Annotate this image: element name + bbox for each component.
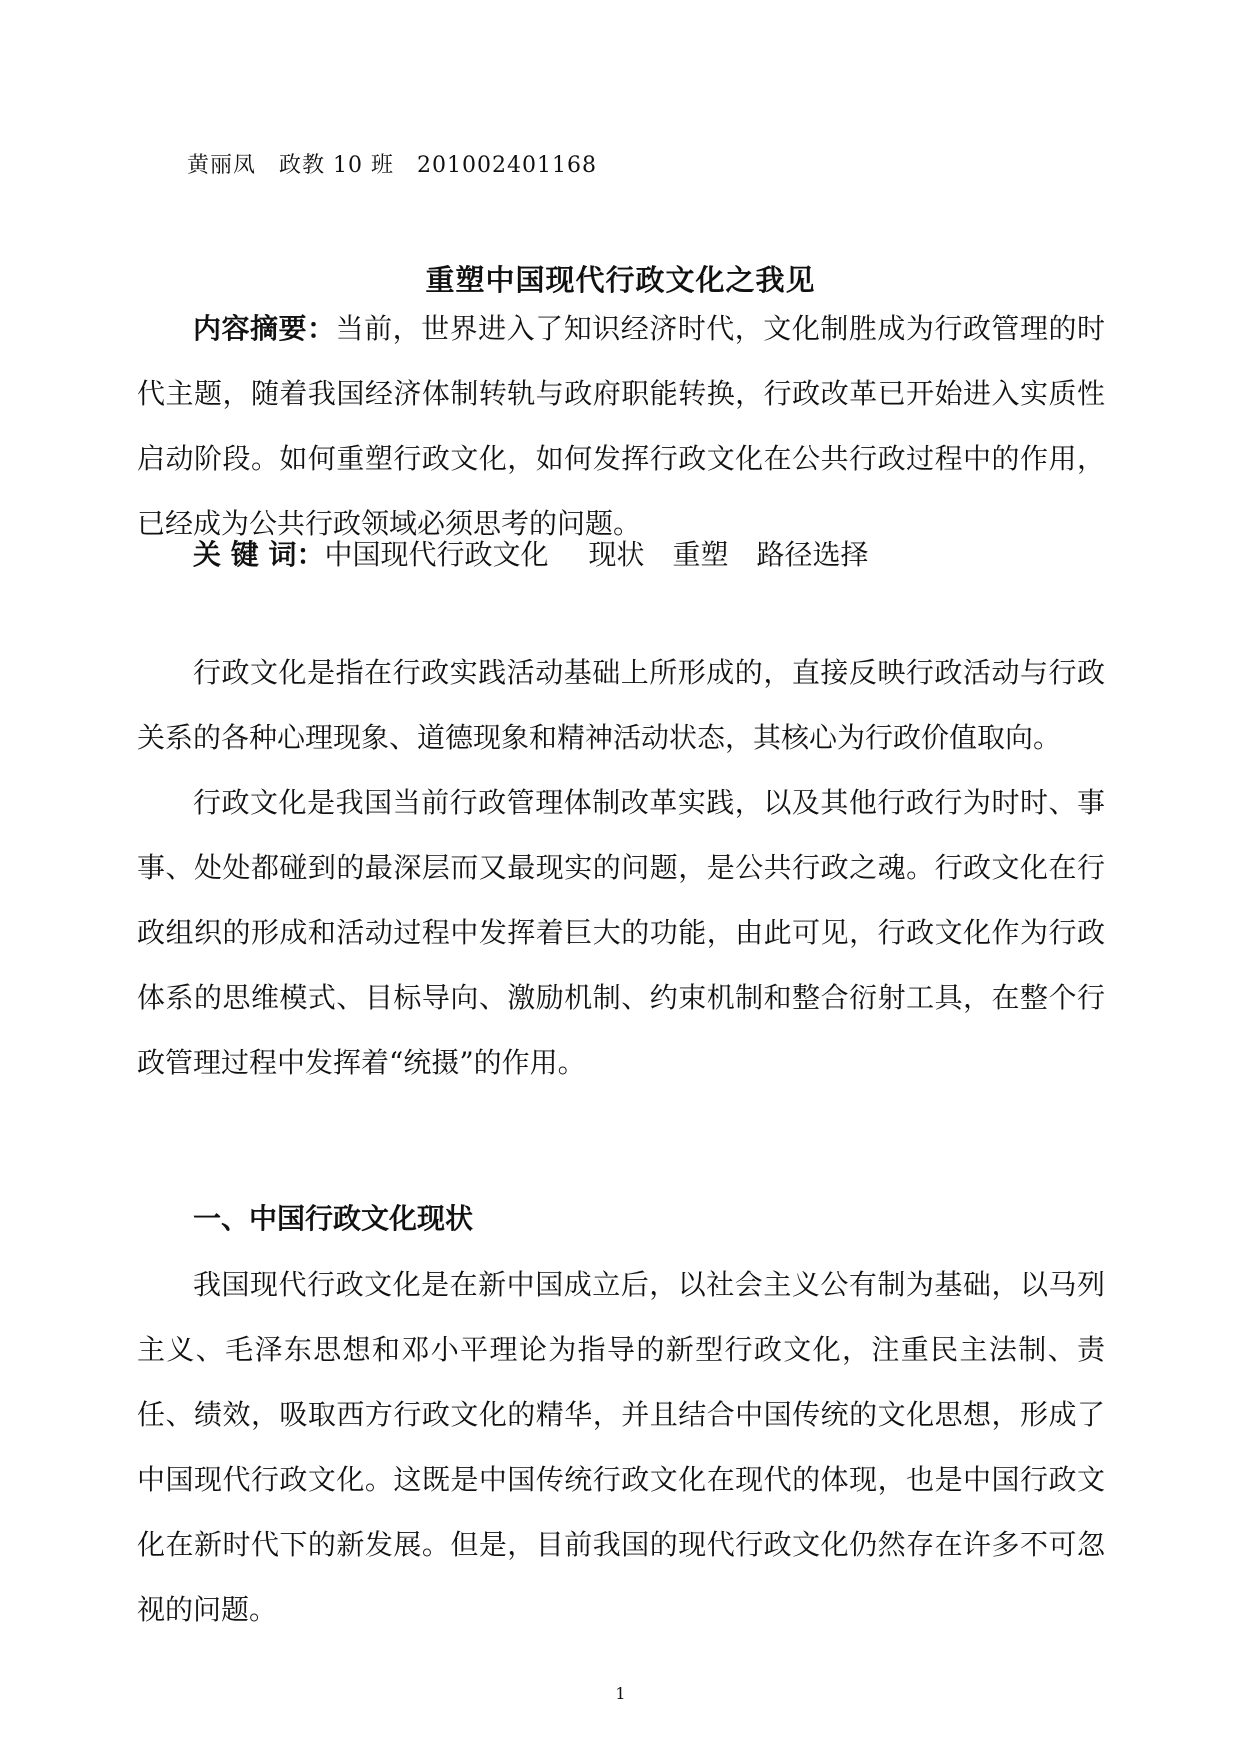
- page-number: 1: [615, 1684, 626, 1703]
- body-paragraph: 行政文化是指在行政实践活动基础上所形成的，直接反映行政活动与行政关系的各种心理现象、道德现象和精神活动状态，其核心为行政价值取向。: [137, 656, 1105, 754]
- section-heading: 一、中国行政文化现状: [193, 1202, 474, 1235]
- abstract-text: 当前，世界进入了知识经济时代，文化制胜成为行政管理的时代主题，随着我国经济体制转轨与政府职能转换，行政改革已开始进入实质性启动阶段。如何重塑行政文化，如何发挥行政文化在公共行政过程中的作用，已经成为公共行政领域必须思考的问题。: [137, 312, 1105, 540]
- page-title: 重塑中国现代行政文化之我见: [425, 263, 816, 297]
- keyword-item: 重塑: [672, 538, 729, 571]
- abstract-paragraph: [137, 296, 1105, 556]
- keywords-line: [137, 522, 1105, 587]
- keyword-item: 路径选择: [756, 538, 869, 571]
- author-line: 黄丽凤 政教 10 班 201002401168: [187, 153, 597, 178]
- abstract-label: 内容摘要：: [193, 312, 336, 345]
- body-paragraph: 行政文化是我国当前行政管理体制改革实践，以及其他行政行为时时、事事、处处都碰到的最深层而又最现实的问题，是公共行政之魂。行政文化在行政组织的形成和活动过程中发挥着巨大的功能，由此可见，行政文化作为行政体系的思维模式、目标导向、激励机制、约束机制和整合衍射工具，在整个行政管理过程中发挥着“统摄”的作用。: [137, 786, 1105, 1079]
- body-paragraph: 我国现代行政文化是在新中国成立后，以社会主义公有制为基础，以马列主义、毛泽东思想和邓小平理论为指导的新型行政文化，注重民主法制、责任、绩效，吸取西方行政文化的精华，并且结合中国传统的文化思想，形成了中国现代行政文化。这既是中国传统行政文化在现代的体现，也是中国行政文化在新时代下的新发展。但是，目前我国的现代行政文化仍然存在许多不可忽视的问题。: [137, 1268, 1105, 1626]
- keyword-item: 现状: [588, 538, 645, 571]
- keyword-item: 中国现代行政文化: [324, 538, 549, 571]
- keywords-label: 关 键 词：: [193, 538, 325, 571]
